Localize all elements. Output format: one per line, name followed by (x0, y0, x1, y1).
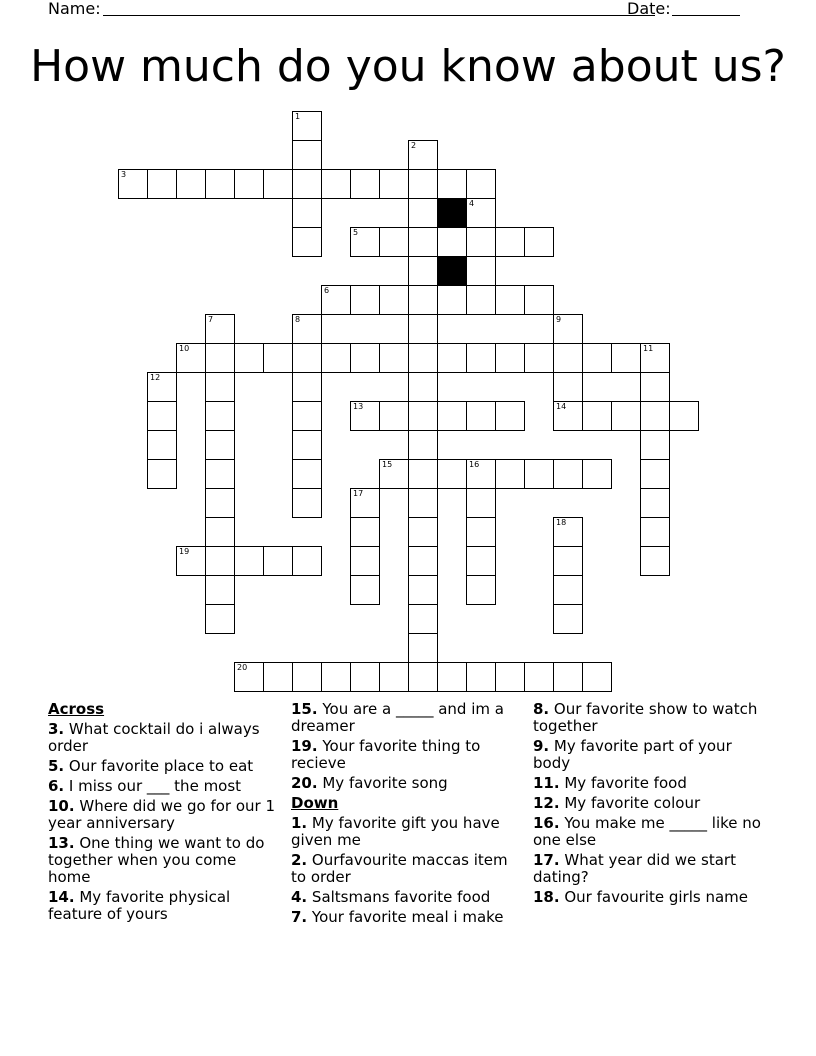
grid-cell[interactable] (437, 285, 467, 315)
grid-cell[interactable] (205, 604, 235, 634)
grid-cell[interactable] (495, 401, 525, 431)
grid-cell[interactable] (350, 343, 380, 373)
cell-number: 15 (382, 460, 393, 469)
cell-number: 20 (237, 663, 248, 672)
across-heading: Across (48, 700, 105, 718)
clue-across-14: 14. My favorite physical feature of yours (48, 888, 231, 923)
cell-number: 13 (353, 402, 364, 411)
grid-cell[interactable] (640, 401, 670, 431)
grid-cell[interactable] (524, 285, 554, 315)
black-square (437, 198, 467, 228)
grid-cell[interactable] (292, 169, 322, 199)
grid-cell[interactable] (118, 169, 148, 199)
grid-cell[interactable] (437, 227, 467, 257)
grid-cell[interactable] (408, 198, 438, 228)
grid-cell[interactable] (466, 488, 496, 518)
grid-cell[interactable] (553, 401, 583, 431)
grid-cell[interactable] (321, 285, 351, 315)
grid-cell[interactable] (466, 517, 496, 547)
grid-cell[interactable] (408, 314, 438, 344)
grid-cell[interactable] (263, 343, 293, 373)
grid-cell[interactable] (553, 604, 583, 634)
grid-cell[interactable] (379, 285, 409, 315)
cell-number: 17 (353, 489, 364, 498)
grid-cell[interactable] (408, 401, 438, 431)
grid-cell[interactable] (466, 169, 496, 199)
cell-number: 12 (150, 373, 161, 382)
grid-cell[interactable] (205, 488, 235, 518)
down-heading: Down (291, 794, 339, 812)
grid-cell[interactable] (292, 314, 322, 344)
grid-cell[interactable] (350, 169, 380, 199)
grid-cell[interactable] (466, 459, 496, 489)
grid-cell[interactable] (495, 227, 525, 257)
cell-number: 18 (556, 518, 567, 527)
clue-down-18: 18. Our favourite girls name (533, 888, 748, 906)
grid-cell[interactable] (640, 343, 670, 373)
grid-cell[interactable] (234, 662, 264, 692)
grid-cell[interactable] (466, 343, 496, 373)
grid-cell[interactable] (553, 372, 583, 402)
grid-cell[interactable] (408, 459, 438, 489)
grid-cell[interactable] (408, 430, 438, 460)
grid-cell[interactable] (205, 343, 235, 373)
grid-cell[interactable] (263, 169, 293, 199)
grid-cell[interactable] (466, 662, 496, 692)
grid-cell[interactable] (379, 343, 409, 373)
grid-cell[interactable] (234, 546, 264, 576)
grid-cell[interactable] (379, 169, 409, 199)
grid-cell[interactable] (524, 227, 554, 257)
grid-cell[interactable] (553, 662, 583, 692)
grid-cell[interactable] (408, 372, 438, 402)
grid-cell[interactable] (379, 662, 409, 692)
cell-number: 7 (208, 315, 214, 324)
clues-column-3 (533, 701, 769, 909)
clue-down-4: 4. Saltsmans favorite food (291, 888, 491, 906)
grid-cell[interactable] (466, 198, 496, 228)
grid-cell[interactable] (321, 662, 351, 692)
clue-across-19: 19. Your favorite thing to recieve (291, 737, 481, 772)
grid-cell[interactable] (553, 459, 583, 489)
grid-cell[interactable] (408, 285, 438, 315)
grid-cell[interactable] (553, 575, 583, 605)
cell-number: 3 (121, 170, 127, 179)
cell-number: 5 (353, 228, 359, 237)
grid-cell[interactable] (205, 459, 235, 489)
cell-number: 6 (324, 286, 330, 295)
grid-cell[interactable] (553, 517, 583, 547)
clue-across-5: 5. Our favorite place to eat (48, 757, 254, 775)
grid-cell[interactable] (292, 546, 322, 576)
grid-cell[interactable] (611, 401, 641, 431)
grid-cell[interactable] (350, 401, 380, 431)
date-label: Date: (627, 0, 671, 18)
grid-cell[interactable] (205, 169, 235, 199)
grid-cell[interactable] (669, 401, 699, 431)
grid-cell[interactable] (640, 372, 670, 402)
grid-cell[interactable] (524, 343, 554, 373)
grid-cell[interactable] (611, 343, 641, 373)
grid-cell[interactable] (466, 401, 496, 431)
grid-cell[interactable] (205, 401, 235, 431)
grid-cell[interactable] (437, 169, 467, 199)
clues-column-1 (48, 701, 280, 926)
grid-cell[interactable] (292, 430, 322, 460)
worksheet-header (48, 0, 740, 20)
page-title: How much do you know about us? (30, 41, 786, 92)
grid-cell[interactable] (147, 430, 177, 460)
cell-number: 11 (643, 344, 654, 353)
grid-cell[interactable] (466, 285, 496, 315)
grid-cell[interactable] (263, 546, 293, 576)
grid-cell[interactable] (350, 517, 380, 547)
cell-number: 10 (179, 344, 190, 353)
grid-cell[interactable] (350, 285, 380, 315)
grid-cell[interactable] (408, 633, 438, 663)
grid-cell[interactable] (292, 459, 322, 489)
grid-cell[interactable] (292, 198, 322, 228)
grid-cell[interactable] (437, 662, 467, 692)
clue-across-3: 3. What cocktail do i always order (48, 720, 260, 755)
grid-cell[interactable] (408, 517, 438, 547)
grid-cell[interactable] (640, 459, 670, 489)
grid-cell[interactable] (292, 227, 322, 257)
grid-cell[interactable] (205, 314, 235, 344)
grid-cell[interactable] (350, 575, 380, 605)
grid-cell[interactable] (582, 343, 612, 373)
clue-across-15: 15. You are a _____ and im a dreamer (291, 700, 504, 735)
grid-cell[interactable] (437, 459, 467, 489)
grid-cell[interactable] (292, 401, 322, 431)
grid-cell[interactable] (495, 343, 525, 373)
cell-number: 19 (179, 547, 190, 556)
grid-cell[interactable] (408, 227, 438, 257)
grid-cell[interactable] (466, 546, 496, 576)
grid-cell[interactable] (205, 372, 235, 402)
name-label: Name: (48, 0, 101, 18)
clue-down-8: 8. Our favorite show to watch together (533, 700, 758, 735)
cell-number: 14 (556, 402, 567, 411)
clue-down-16: 16. You make me _____ like no one else (533, 814, 761, 849)
grid-cell[interactable] (292, 140, 322, 170)
grid-cell[interactable] (292, 372, 322, 402)
grid-cell[interactable] (553, 343, 583, 373)
grid-cell[interactable] (408, 488, 438, 518)
clues-column-2 (291, 701, 519, 929)
grid-cell[interactable] (582, 401, 612, 431)
grid-cell[interactable] (176, 546, 206, 576)
grid-cell[interactable] (495, 459, 525, 489)
grid-cell[interactable] (292, 488, 322, 518)
grid-cell[interactable] (466, 256, 496, 286)
grid-cell[interactable] (408, 169, 438, 199)
clue-down-7: 7. Your favorite meal i make (291, 908, 504, 926)
grid-cell[interactable] (408, 575, 438, 605)
grid-cell[interactable] (350, 662, 380, 692)
grid-cell[interactable] (408, 256, 438, 286)
clue-across-13: 13. One thing we want to do together when you come home (48, 834, 265, 886)
grid-cell[interactable] (321, 169, 351, 199)
grid-cell[interactable] (292, 111, 322, 141)
grid-cell[interactable] (147, 459, 177, 489)
grid-cell[interactable] (408, 343, 438, 373)
clue-across-10: 10. Where did we go for our 1 year anniversary (48, 797, 276, 832)
grid-cell[interactable] (350, 227, 380, 257)
grid-cell[interactable] (147, 401, 177, 431)
grid-cell[interactable] (640, 430, 670, 460)
clue-across-20: 20. My favorite song (291, 774, 448, 792)
grid-cell[interactable] (350, 488, 380, 518)
name-field[interactable] (103, 15, 655, 16)
grid-cell[interactable] (234, 169, 264, 199)
grid-cell[interactable] (553, 546, 583, 576)
cell-number: 16 (469, 460, 480, 469)
grid-cell[interactable] (350, 546, 380, 576)
grid-cell[interactable] (147, 169, 177, 199)
grid-cell[interactable] (640, 546, 670, 576)
grid-cell[interactable] (379, 227, 409, 257)
grid-cell[interactable] (524, 662, 554, 692)
clue-down-2: 2. Ourfavourite maccas item to order (291, 851, 508, 886)
cell-number: 8 (295, 315, 301, 324)
grid-cell[interactable] (205, 430, 235, 460)
grid-cell[interactable] (582, 662, 612, 692)
clue-across-6: 6. I miss our ___ the most (48, 777, 242, 795)
grid-cell[interactable] (147, 372, 177, 402)
grid-cell[interactable] (379, 459, 409, 489)
grid-cell[interactable] (408, 140, 438, 170)
black-square (437, 256, 467, 286)
grid-cell[interactable] (205, 546, 235, 576)
grid-cell[interactable] (582, 459, 612, 489)
clue-down-1: 1. My favorite gift you have given me (291, 814, 500, 849)
grid-cell[interactable] (495, 662, 525, 692)
grid-cell[interactable] (408, 546, 438, 576)
clue-down-12: 12. My favorite colour (533, 794, 701, 812)
cell-number: 4 (469, 199, 475, 208)
grid-cell[interactable] (640, 488, 670, 518)
clue-down-9: 9. My favorite part of your body (533, 737, 732, 772)
grid-cell[interactable] (437, 401, 467, 431)
date-field[interactable] (672, 15, 740, 16)
grid-cell[interactable] (379, 401, 409, 431)
grid-cell[interactable] (234, 343, 264, 373)
grid-cell[interactable] (408, 604, 438, 634)
grid-cell[interactable] (205, 517, 235, 547)
grid-cell[interactable] (553, 314, 583, 344)
grid-cell[interactable] (263, 662, 293, 692)
clue-down-17: 17. What year did we start dating? (533, 851, 736, 886)
grid-cell[interactable] (640, 517, 670, 547)
grid-cell[interactable] (524, 459, 554, 489)
clue-down-11: 11. My favorite food (533, 774, 687, 792)
grid-cell[interactable] (292, 662, 322, 692)
grid-cell[interactable] (176, 343, 206, 373)
cell-number: 2 (411, 141, 417, 150)
grid-cell[interactable] (437, 343, 467, 373)
grid-cell[interactable] (466, 227, 496, 257)
grid-cell[interactable] (321, 343, 351, 373)
cell-number: 1 (295, 112, 301, 121)
grid-cell[interactable] (466, 575, 496, 605)
cell-number: 9 (556, 315, 562, 324)
grid-cell[interactable] (292, 343, 322, 373)
grid-cell[interactable] (408, 662, 438, 692)
grid-cell[interactable] (495, 285, 525, 315)
grid-cell[interactable] (205, 575, 235, 605)
grid-cell[interactable] (176, 169, 206, 199)
